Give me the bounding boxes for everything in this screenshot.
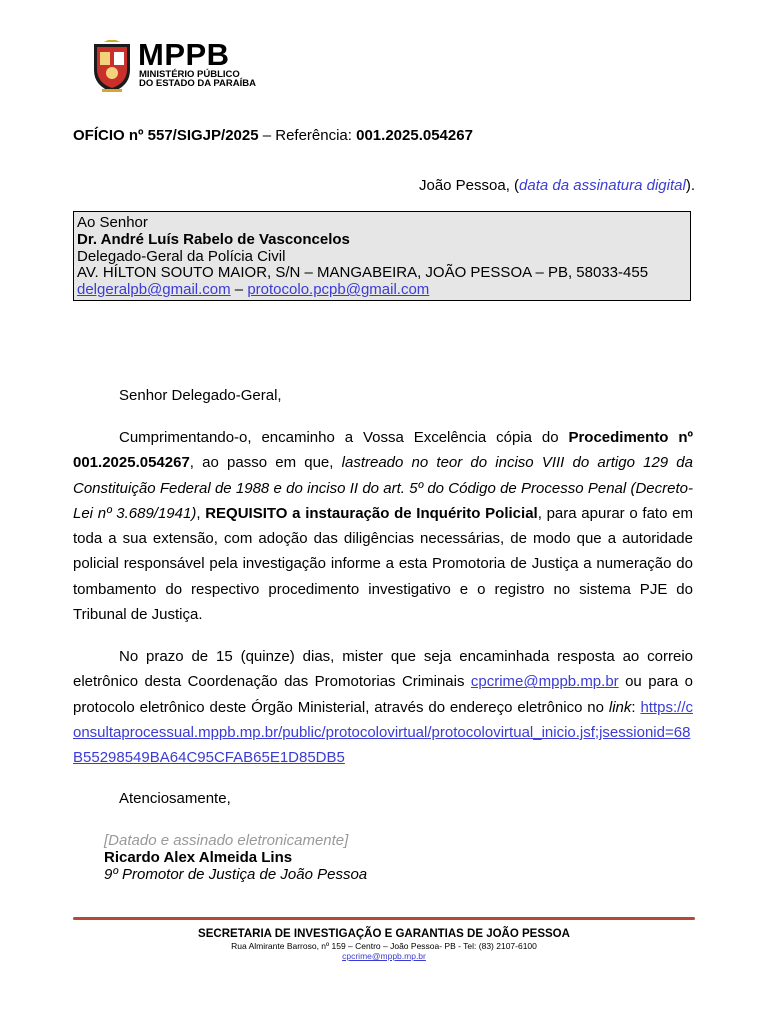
- addressee-emails: [77, 282, 690, 299]
- city: João Pessoa, (: [418, 177, 520, 194]
- date-close: ).: [685, 177, 695, 194]
- requisition: REQUISITO a instauração de Inquérito Policial: [205, 504, 538, 522]
- email-link-delgeral[interactable]: delgeralpb@gmail.com: [77, 281, 231, 299]
- addressee-address: AV. HÍLTON SOUTO MAIOR, S/N – MANGABEIRA, JOÃO PESSOA – PB, 58033-455: [77, 264, 649, 282]
- email-link-protocolo[interactable]: protocolo.pcpb@gmail.com: [247, 281, 430, 299]
- footer-address: Rua Almirante Barroso, nº 159 – Centro – João Pessoa- PB - Tel: (83) 2107-6100: [231, 941, 537, 951]
- signature-block: [104, 832, 367, 883]
- p1-text-g: , para apurar o fato em toda a sua extensão, com adoção das diligências necessárias, de modo que a autoridade policial responsável pela investigação informe a esta Promotoria de Justiça a numeração do tombamento do respectivo procedimento investigativo e o registro no sistema PJE do Tribunal de Justiça.: [73, 504, 693, 624]
- addressee-title: Delegado-Geral da Polícia Civil: [77, 247, 286, 265]
- email-separator: –: [230, 281, 248, 299]
- footer-email-wrap: [73, 951, 695, 961]
- oficio-reference: 001.2025.054267: [356, 127, 473, 144]
- oficio-number: OFÍCIO nº 557/SIGJP/2025: [73, 127, 259, 144]
- salutation: Senhor Delegado-Geral,: [119, 387, 282, 404]
- paragraph-request: [73, 425, 693, 627]
- brand-name: MPPB: [138, 37, 230, 72]
- place-date: [419, 177, 695, 194]
- signer-role: 9º Promotor de Justiça de João Pessoa: [104, 866, 368, 883]
- cpcrime-email-link[interactable]: cpcrime@mppb.mp.br: [470, 673, 619, 691]
- p1-text-a: Cumprimentando-o, encaminho a Vossa Excelência cópia do: [119, 429, 569, 446]
- footer-divider: [73, 917, 695, 920]
- oficio-ref-label: – Referência:: [258, 127, 357, 144]
- p2-text-a: No prazo de 15 (quinze) dias, mister que seja encaminhada resposta ao correio eletrônico desta Coordenação das Promotorias Criminais: [73, 648, 693, 691]
- signer-name: Ricardo Alex Almeida Lins: [104, 849, 293, 866]
- p2-text-c: :: [631, 698, 641, 716]
- closing: Atenciosamente,: [119, 790, 231, 807]
- footer-email-link[interactable]: cpcrime@mppb.mp.br: [342, 951, 426, 961]
- p1-text-c: , ao passo em que,: [189, 454, 342, 472]
- signature-date: data da assinatura digital: [519, 177, 686, 194]
- addressee-name: Dr. André Luís Rabelo de Vasconcelos: [77, 230, 350, 248]
- addressee-greeting: Ao Senhor: [77, 214, 148, 231]
- link-word: link: [608, 698, 632, 716]
- paragraph-deadline: [73, 644, 693, 770]
- signature-dated: [Datado e assinado eletronicamente]: [104, 832, 349, 849]
- protocol-url-link[interactable]: https://consultaprocessual.mppb.mp.br/public/protocolovirtual/protocolovirtual_inicio.jsf;jsessionid=68B55298549BA64C95CFAB65E1D85DB5: [73, 698, 693, 767]
- legal-basis: lastreado no teor do inciso VIII do artigo 129 da Constituição Federal de 1988 e do inciso II do art. 5º do Código de Processo Penal (Decreto-Lei nº 3.689/1941): [73, 454, 693, 522]
- addressee-box: [73, 211, 691, 301]
- p1-text-e: ,: [196, 504, 206, 522]
- oficio-line: [73, 127, 473, 144]
- brand-subtitle-1: MINISTÉRIO PÚBLICO: [139, 69, 240, 80]
- procedure-number: Procedimento nº 001.2025.054267: [73, 429, 694, 472]
- mppb-seal-icon: [92, 40, 132, 94]
- p2-text-b: ou para o protocolo eletrônico deste Órgão Ministerial, através do endereço eletrônico no: [73, 673, 693, 716]
- brand-subtitle-2: DO ESTADO DA PARAÍBA: [139, 78, 256, 89]
- footer-org: SECRETARIA DE INVESTIGAÇÃO E GARANTIAS DE JOÃO PESSOA: [198, 928, 570, 940]
